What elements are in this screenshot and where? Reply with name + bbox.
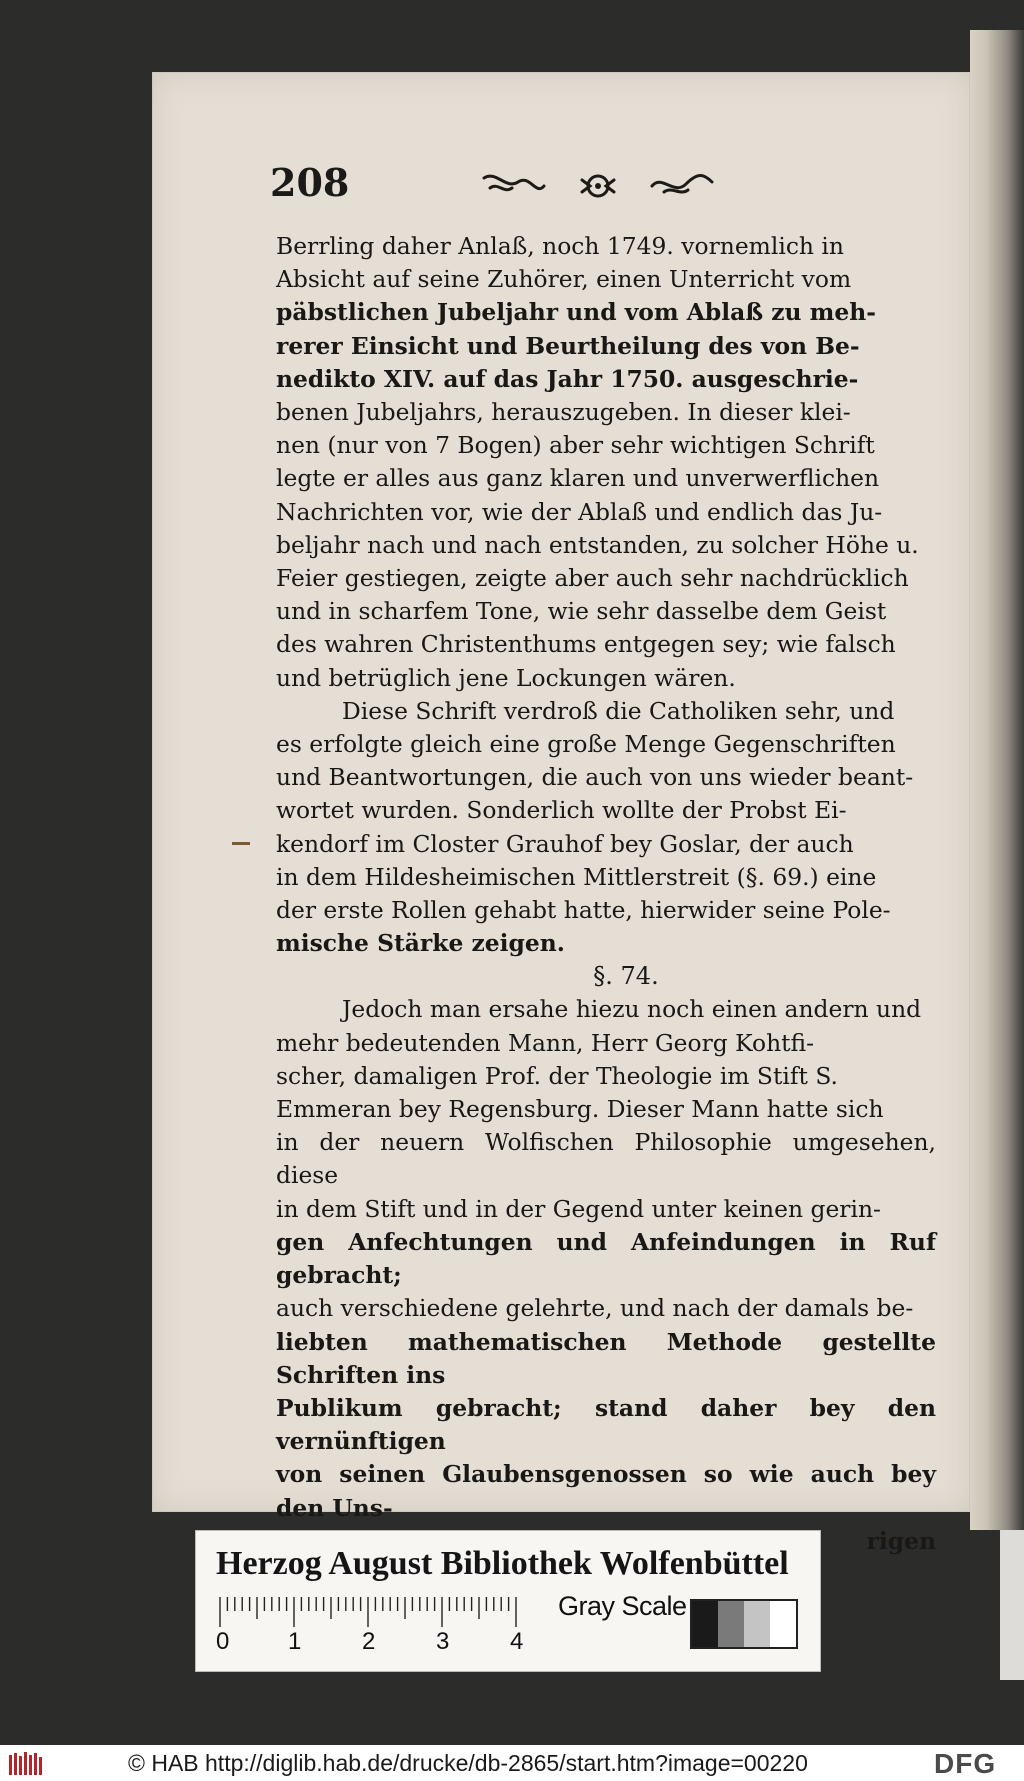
- paragraph-3: [276, 993, 936, 1524]
- library-name: Herzog August Bibliothek Wolfenbüttel: [216, 1545, 789, 1582]
- text-line: Berrling daher Anlaß, noch 1749. vornemlich in: [276, 232, 844, 260]
- text-line: benen Jubeljahrs, herauszugeben. In dieser klei-: [276, 398, 851, 427]
- text-line: und in scharfem Tone, wie sehr dasselbe dem Geist: [276, 597, 887, 626]
- text-line: Emmeran bey Regensburg. Dieser Mann hatte sich: [276, 1095, 884, 1124]
- text-line: beljahr nach und nach entstanden, zu solcher Höhe u.: [276, 530, 919, 559]
- text-line: rerer Einsicht und Beurtheilung des von Be-: [276, 331, 860, 360]
- text-line: wortet wurden. Sonderlich wollte der Probst Ei-: [276, 796, 847, 825]
- gray-swatch: [718, 1601, 744, 1647]
- text-line: es erfolgte gleich eine große Menge Gegenschriften: [276, 730, 896, 759]
- gray-scale-swatches: [690, 1599, 798, 1649]
- text-line: und betrüglich jene Lockungen wären.: [276, 663, 736, 692]
- ruler-number: 2: [362, 1628, 376, 1653]
- book-page: [152, 72, 970, 1555]
- catchword: rigen: [866, 1526, 936, 1555]
- text-line: nen (nur von 7 Bogen) aber sehr wichtigen Schrift: [276, 431, 875, 460]
- text-line: gen Anfechtungen und Anfeindungen in Ruf gebracht;: [276, 1227, 936, 1290]
- text-line: liebten mathematischen Methode gestellte Schriften ins: [276, 1327, 936, 1389]
- gray-swatch: [770, 1601, 796, 1647]
- dfg-logo: DFG: [934, 1748, 997, 1779]
- gray-scale-label: Gray Scale: [558, 1591, 687, 1621]
- ruler-number: 3: [436, 1628, 450, 1653]
- text-line: von seinen Glaubensgenossen so wie auch bey den Uns-: [276, 1460, 936, 1522]
- text-line: scher, damaligen Prof. der Theologie im Stift S.: [276, 1061, 838, 1090]
- text-line: Jedoch man ersahe hiezu noch einen andern und: [342, 995, 922, 1024]
- footer-bar: [0, 1745, 1024, 1781]
- ruler-number: 0: [216, 1628, 230, 1653]
- paragraph-1: [276, 230, 936, 695]
- adjacent-page-edge: [970, 30, 1024, 1530]
- margin-mark: [232, 842, 250, 845]
- text-line: kendorf im Closter Grauhof bey Goslar, der auch: [276, 829, 854, 858]
- text-line: Nachrichten vor, wie der Ablaß und endlich das Ju-: [276, 497, 883, 526]
- gray-swatch: [744, 1601, 770, 1647]
- page-header: [270, 160, 870, 210]
- ruler-number: 1: [288, 1628, 302, 1653]
- copyright-url: © HAB http://diglib.hab.de/drucke/db-2865/start.htm?image=00220: [128, 1750, 808, 1776]
- text-line: Absicht auf seine Zuhörer, einen Unterricht vom: [276, 265, 852, 294]
- body-text: [276, 230, 936, 1558]
- page-number: 208: [270, 160, 350, 205]
- text-line: auch verschiedene gelehrte, und nach der damals be-: [276, 1294, 914, 1323]
- text-line: des wahren Christenthums entgegen sey; wie falsch: [276, 630, 896, 659]
- text-line: mische Stärke zeigen.: [276, 929, 565, 958]
- text-line: und Beantwortungen, die auch von uns wieder beant-: [276, 763, 914, 792]
- text-line: in dem Stift und in der Gegend unter keinen gerin-: [276, 1194, 881, 1223]
- text-line: Publikum gebracht; stand daher bey den vernünftigen: [276, 1393, 936, 1456]
- gray-swatch: [692, 1601, 718, 1647]
- ruler-number: 4: [510, 1628, 524, 1653]
- text-line: in der neuern Wolfischen Philosophie umgesehen, diese: [276, 1128, 936, 1190]
- section-heading: §. 74.: [593, 962, 659, 991]
- text-line: päbstlichen Jubeljahr und vom Ablaß zu meh-: [276, 298, 877, 327]
- text-line: nedikto XIV. auf das Jahr 1750. ausgeschrie-: [276, 364, 859, 393]
- hab-logo-icon: [8, 1751, 48, 1777]
- text-line: in dem Hildesheimischen Mittlerstreit (§. 69.) eine: [276, 862, 877, 891]
- ornament-icon: [478, 166, 718, 206]
- text-line: der erste Rollen gehabt hatte, hierwider seine Pole-: [276, 896, 891, 925]
- text-line: Feier gestiegen, zeigte aber auch sehr nachdrücklich: [276, 564, 909, 593]
- text-line: Diese Schrift verdroß die Catholiken sehr, und: [342, 696, 895, 725]
- paragraph-2: [276, 695, 936, 961]
- ruler-scale: [216, 1593, 536, 1653]
- text-line: legte er alles aus ganz klaren und unverwerflichen: [276, 464, 880, 493]
- text-line: mehr bedeutenden Mann, Herr Georg Kohtfi-: [276, 1028, 815, 1057]
- adjacent-label-card: [1000, 1530, 1024, 1680]
- library-label-card: [195, 1530, 821, 1672]
